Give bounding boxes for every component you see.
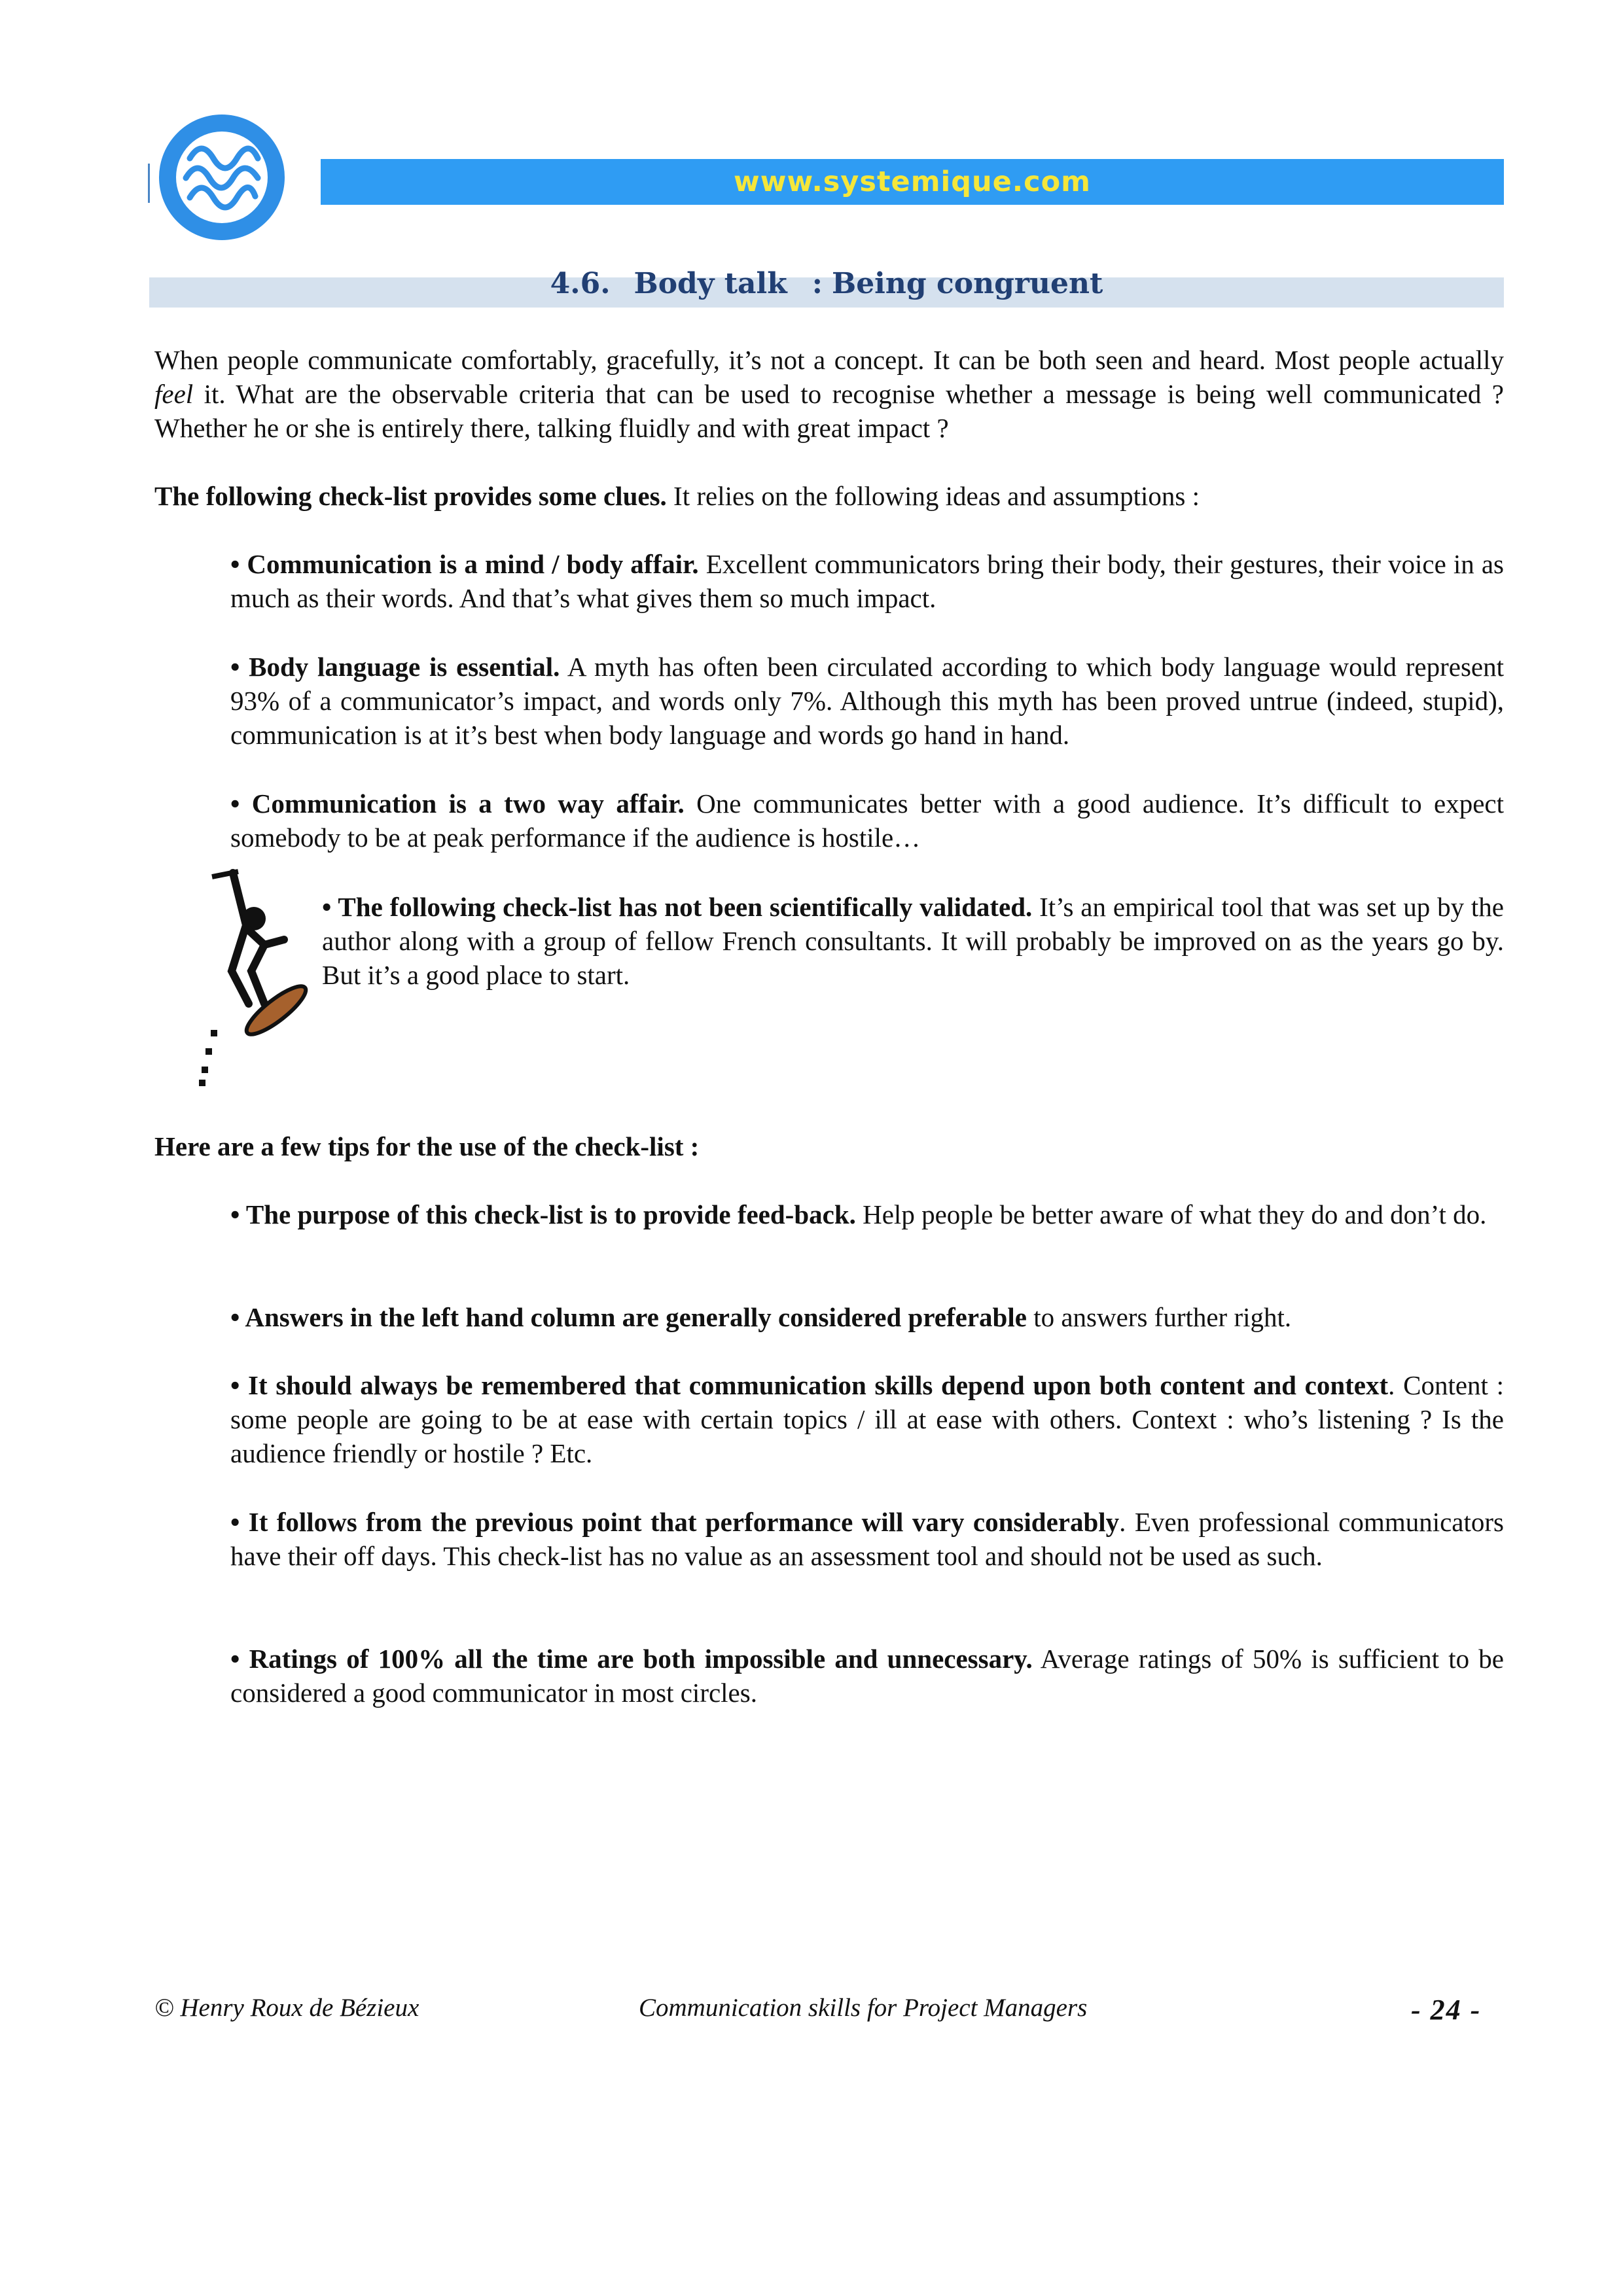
- footer-author: © Henry Roux de Bézieux: [154, 1994, 419, 2022]
- tip-text: . Even professional communicators have their off days. This check-list has no value as an assessment tool and should not be used as such.: [230, 1507, 1504, 1571]
- tip-text: . Content : some people are going to be at ease with certain topics / ill at ease with others. Context : who’s listening ? Is the audience friendly or hostile ? Etc.: [230, 1370, 1505, 1468]
- assumption-bold: • Body language is essential.: [230, 652, 560, 682]
- section-title: [149, 267, 1504, 300]
- checklist-intro-bold: The following check-list provides some clues.: [154, 481, 667, 511]
- assumption-item: [322, 890, 1504, 992]
- tip-bold: • It should always be remembered that communication skills depend upon both content and context: [230, 1370, 1389, 1400]
- checklist-intro: [154, 479, 1504, 513]
- tip-text: to answers further right.: [1026, 1302, 1292, 1332]
- assumption-item: [230, 786, 1504, 855]
- tip-bold: • The purpose of this check-list is to provide feed-back.: [230, 1199, 856, 1229]
- tips-heading-text: Here are a few tips for the use of the check-list :: [154, 1131, 700, 1161]
- checklist-intro-rest: It relies on the following ideas and assumptions :: [666, 481, 1200, 511]
- assumption-item: [230, 650, 1504, 752]
- assumption-text: It’s an empirical tool that was set up by the author along with a group of fellow French consultants. It will probably be improved on as the years go by. But it’s a good place to start.: [322, 892, 1504, 990]
- tip-text: Average ratings of 50% is sufficient to be considered a good communicator in most circles.: [230, 1644, 1504, 1708]
- skateboarder-icon: [186, 866, 317, 1089]
- tip-item: [230, 1197, 1504, 1231]
- section-title-part-one: Body talk: [633, 267, 787, 300]
- tip-item: [230, 1505, 1504, 1573]
- assumption-bold: • Communication is a two way affair.: [230, 788, 685, 819]
- intro-paragraph: [154, 343, 1504, 445]
- systemique-logo-icon: [149, 113, 294, 242]
- assumption-item: [230, 547, 1504, 615]
- assumption-bold: • Communication is a mind / body affair.: [230, 549, 699, 579]
- assumption-text: A myth has often been circulated according to which body language would represent 93% of a communicator’s impact, and words only 7%. Although this myth has been proved untrue (indeed, stupid), communication is at it’s best when body language and words go hand in hand.: [230, 652, 1505, 750]
- tip-bold: • Ratings of 100% all the time are both impossible and unnecessary.: [230, 1644, 1033, 1674]
- tip-item: [230, 1642, 1504, 1710]
- intro-text-end: it. What are the observable criteria that can be used to recognise whether a message is being well communicated ? Whether he or she is entirely there, talking fluidly and with great impact ?: [154, 379, 1504, 443]
- tip-text: Help people be better aware of what they do and don’t do.: [855, 1199, 1487, 1229]
- footer-book-title: Communication skills for Project Managers: [639, 1994, 1088, 2022]
- tip-item: [230, 1300, 1504, 1334]
- tip-item: [230, 1368, 1504, 1470]
- website-banner: [321, 159, 1504, 205]
- assumption-text: Excellent communicators bring their body, their gestures, their voice in as much as their words. And that’s what gives them so much impact.: [230, 549, 1505, 613]
- tip-bold: • It follows from the previous point that performance will vary considerably: [230, 1507, 1120, 1537]
- assumption-bold: • The following check-list has not been scientifically validated.: [322, 892, 1033, 922]
- section-number: 4.6.: [550, 267, 611, 300]
- page-number: - 24 -: [1411, 1994, 1482, 2026]
- tip-bold: • Answers in the left hand column are generally considered preferable: [230, 1302, 1027, 1332]
- intro-text-start: When people communicate comfortably, gracefully, it’s not a concept. It can be both seen and heard. Most people actually: [154, 345, 1504, 375]
- intro-emphasis: feel: [154, 379, 194, 409]
- website-url[interactable]: www.systemique.com: [734, 166, 1091, 198]
- tips-heading: [154, 1129, 1504, 1163]
- section-title-part-two: Being congruent: [832, 267, 1103, 300]
- assumption-text: One communicates better with a good audience. It’s difficult to expect somebody to be at peak performance if the audience is hostile…: [230, 788, 1504, 853]
- section-title-colon: :: [812, 267, 823, 300]
